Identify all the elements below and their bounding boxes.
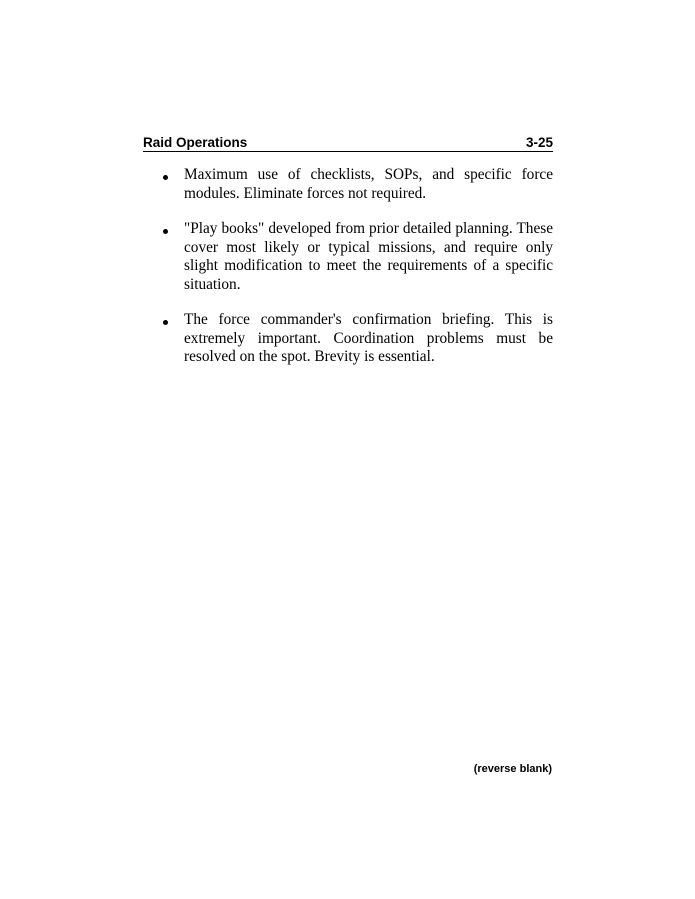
section-title: Raid Operations — [143, 135, 248, 150]
list-item — [163, 166, 553, 203]
bullet-icon — [163, 320, 168, 325]
reverse-blank-note: (reverse blank) — [473, 763, 552, 775]
list-item — [163, 311, 553, 367]
bullet-text: "Play books" developed from prior detailed planning. These cover most likely or typical missions, and require only slight modification to meet the requirements of a specific situation. — [184, 220, 553, 293]
list-item — [163, 220, 553, 294]
bullet-list — [163, 166, 553, 384]
bullet-icon — [163, 229, 168, 234]
page-header — [143, 135, 553, 152]
bullet-text: The force commander's confirmation briefing. This is extremely important. Coordination problems must be resolved on the spot. Brevity is essential. — [184, 311, 553, 365]
bullet-icon — [163, 175, 168, 180]
bullet-text: Maximum use of checklists, SOPs, and specific force modules. Eliminate forces not required. — [184, 166, 553, 202]
page-number: 3-25 — [525, 135, 553, 150]
